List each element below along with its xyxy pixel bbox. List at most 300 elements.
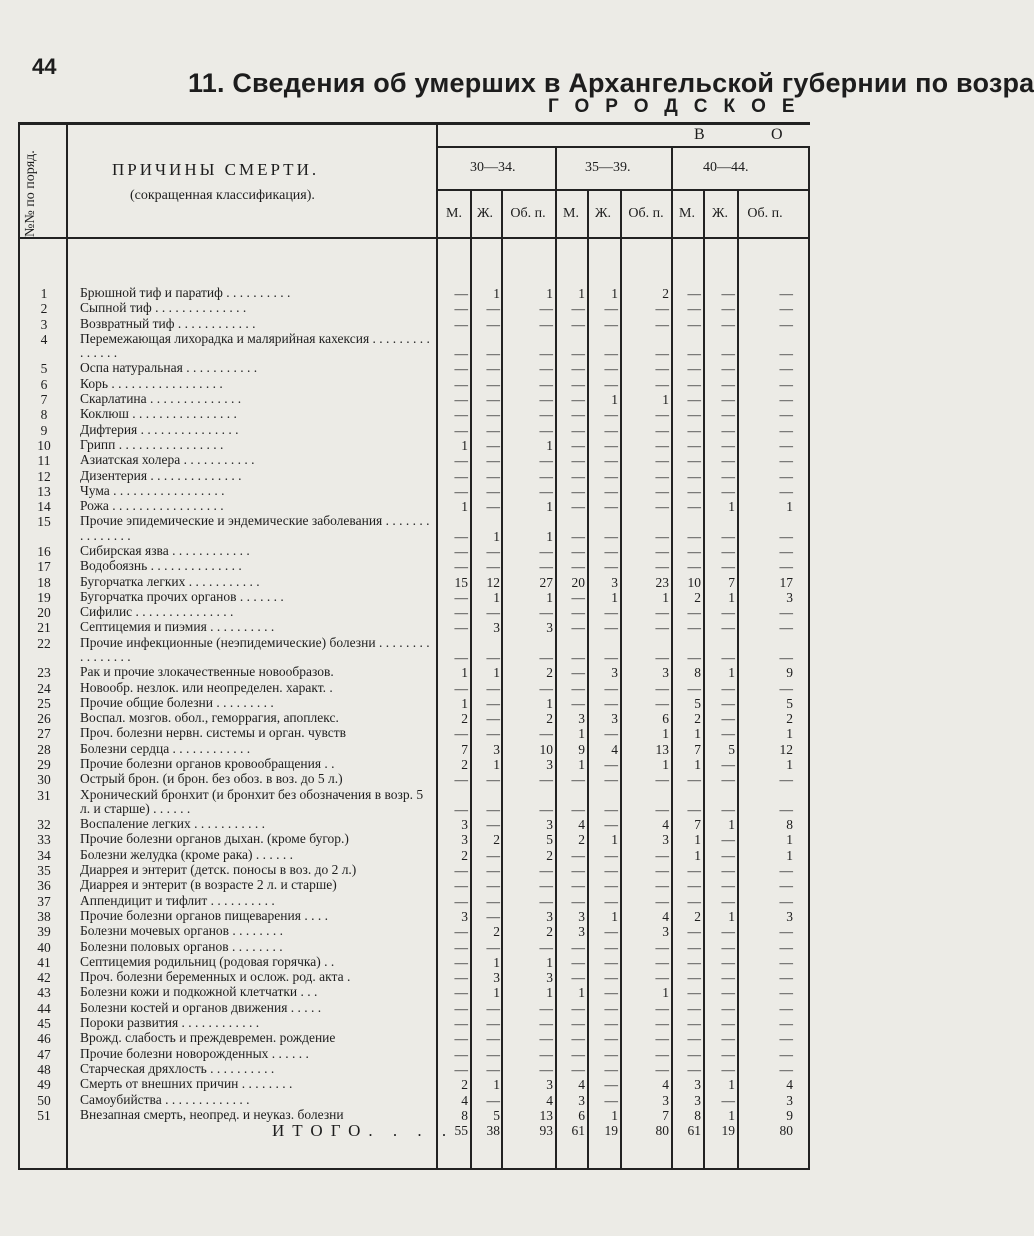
table-cell: —: [539, 301, 553, 317]
table-cell: —: [454, 680, 468, 696]
table-cell: —: [721, 1061, 735, 1077]
table-cell: —: [454, 970, 468, 986]
table-cell: —: [721, 543, 735, 559]
row-cause: Сибирская язва . . . . . . . . . . . .: [80, 542, 250, 558]
table-cell: —: [721, 772, 735, 788]
table-cell: —: [687, 316, 701, 332]
table-cell: —: [486, 680, 500, 696]
header-group-b: В: [694, 126, 705, 143]
table-cell: 1: [546, 286, 553, 301]
row-cause: Острый брон. (и брон. без обоз. в воз. до 5 л.): [80, 771, 343, 787]
table-cell: —: [604, 1046, 618, 1062]
header-sex: М.: [679, 206, 695, 221]
row-cause: Перемежающая лихорадка и малярийная кахексия . . . . . . . . . . . . . . .: [80, 330, 430, 361]
table-cell: 1: [786, 726, 793, 742]
table-cell: —: [571, 772, 585, 788]
table-cell: —: [539, 1016, 553, 1031]
total-cell: 93: [539, 1123, 553, 1138]
table-cell: —: [539, 1031, 553, 1047]
table-cell: 1: [493, 286, 500, 301]
table-cell: 4: [578, 817, 585, 833]
table-cell: —: [721, 468, 735, 484]
table-cell: —: [721, 954, 735, 970]
table-cell: —: [687, 924, 701, 940]
table-cell: 15: [454, 574, 468, 590]
row-number: 44: [37, 1000, 51, 1016]
row-number: 26: [37, 711, 51, 727]
table-cell: 3: [461, 817, 468, 833]
table-cell: —: [454, 1000, 468, 1016]
table-cell: 1: [786, 499, 793, 515]
row-number: 17: [37, 559, 51, 575]
table-cell: —: [604, 863, 618, 878]
table-cell: 1: [694, 757, 701, 772]
row-number: 28: [37, 741, 51, 757]
table-cell: —: [486, 649, 500, 665]
table-cell: —: [454, 924, 468, 940]
row-number: 16: [37, 543, 51, 559]
row-cause: Коклюш . . . . . . . . . . . . . . . .: [80, 406, 237, 422]
row-cause: Возвратный тиф . . . . . . . . . . . .: [80, 315, 256, 331]
table-cell: —: [571, 301, 585, 317]
table-cell: —: [571, 680, 585, 696]
table-cell: 1: [786, 832, 793, 848]
table-cell: 3: [546, 757, 553, 772]
header-sex: Об. п.: [628, 206, 664, 221]
table-cell: 9: [578, 741, 585, 757]
table-cell: —: [454, 878, 468, 894]
table-cell: —: [454, 1031, 468, 1047]
table-cell: —: [655, 1016, 669, 1031]
row-cause: Старческая дряхлость . . . . . . . . . .: [80, 1060, 275, 1076]
table-cell: —: [655, 620, 669, 636]
table-cell: —: [454, 361, 468, 377]
table-cell: —: [655, 346, 669, 362]
rule-age: [436, 189, 810, 191]
table-cell: —: [721, 680, 735, 696]
table-cell: —: [655, 847, 669, 863]
table-cell: 1: [578, 757, 585, 772]
header-group-o: О: [771, 126, 783, 143]
table-cell: —: [539, 726, 553, 742]
table-cell: 1: [493, 665, 500, 681]
table-cell: 2: [578, 832, 585, 848]
table-cell: —: [779, 680, 793, 696]
total-cell: 61: [571, 1123, 585, 1138]
table-cell: 4: [461, 1092, 468, 1108]
table-cell: 1: [662, 589, 669, 605]
row-cause: Прочие болезни органов кровообращения . .: [80, 756, 335, 771]
table-cell: —: [486, 422, 500, 438]
row-cause: Бугорчатка легких . . . . . . . . . . .: [80, 573, 260, 589]
table-cell: 2: [546, 665, 553, 681]
table-cell: 3: [461, 832, 468, 848]
row-number: 51: [37, 1107, 51, 1123]
row-cause: Сыпной тиф . . . . . . . . . . . . . .: [80, 300, 247, 316]
table-cell: —: [571, 863, 585, 878]
table-cell: —: [454, 589, 468, 605]
table-cell: —: [539, 407, 553, 423]
table-cell: —: [779, 801, 793, 817]
table-cell: 3: [578, 924, 585, 940]
table-cell: 1: [662, 392, 669, 407]
table-cell: 3: [546, 817, 553, 833]
row-number: 19: [37, 589, 51, 605]
table-cell: —: [687, 286, 701, 301]
table-cell: —: [721, 346, 735, 362]
table-cell: 6: [578, 1107, 585, 1123]
row-number: 41: [37, 954, 51, 970]
table-cell: —: [454, 954, 468, 970]
table-cell: —: [604, 422, 618, 438]
table-cell: —: [539, 1061, 553, 1077]
table-cell: —: [486, 483, 500, 499]
row-number: 20: [37, 605, 51, 621]
table-cell: 9: [786, 665, 793, 681]
table-cell: —: [571, 970, 585, 986]
table-cell: —: [779, 1046, 793, 1062]
table-cell: —: [721, 422, 735, 438]
table-cell: —: [687, 863, 701, 878]
row-number: 13: [37, 483, 51, 499]
table-cell: —: [721, 453, 735, 469]
table-cell: —: [486, 407, 500, 423]
table-cell: —: [539, 543, 553, 559]
row-cause: Прочие болезни органов пищеварения . . . .: [80, 907, 328, 923]
table-cell: —: [779, 878, 793, 894]
table-cell: 1: [493, 1077, 500, 1093]
row-cause: Чума . . . . . . . . . . . . . . . . .: [80, 482, 225, 498]
rule-group: [436, 146, 810, 148]
table-cell: —: [604, 361, 618, 377]
row-cause: Пороки развития . . . . . . . . . . . .: [80, 1015, 260, 1030]
row-number: 12: [37, 468, 51, 484]
row-number: 9: [40, 422, 48, 438]
table-cell: —: [655, 680, 669, 696]
table-cell: —: [721, 1000, 735, 1016]
table-cell: 3: [578, 711, 585, 727]
row-cause: Азиатская холера . . . . . . . . . . .: [80, 452, 255, 468]
table-cell: 7: [662, 1107, 669, 1123]
row-cause: Диаррея и энтерит (детск. поносы в воз. до 2 л.): [80, 862, 357, 877]
table-cell: —: [655, 453, 669, 469]
table-cell: —: [604, 605, 618, 621]
total-cell: 19: [604, 1123, 618, 1138]
table-cell: —: [687, 939, 701, 955]
table-cell: 3: [611, 665, 618, 681]
table-cell: —: [655, 301, 669, 317]
table-cell: —: [539, 939, 553, 955]
table-cell: —: [539, 1000, 553, 1016]
table-cell: —: [454, 1016, 468, 1031]
row-number: 14: [37, 499, 51, 515]
table-cell: 2: [662, 286, 669, 301]
table-cell: 7: [694, 741, 701, 757]
table-cell: —: [604, 817, 618, 833]
table-cell: —: [721, 939, 735, 955]
table-cell: 1: [611, 392, 618, 407]
table-cell: —: [486, 361, 500, 377]
table-cell: 1: [546, 695, 553, 711]
table-cell: 4: [662, 1077, 669, 1093]
table-cell: —: [655, 649, 669, 665]
table-cell: 1: [786, 847, 793, 863]
table-cell: —: [486, 772, 500, 788]
table-cell: —: [779, 361, 793, 377]
table-cell: —: [655, 878, 669, 894]
table-cell: 1: [662, 726, 669, 742]
table-cell: —: [779, 437, 793, 453]
table-cell: 1: [728, 908, 735, 924]
table-cell: —: [571, 665, 585, 681]
table-cell: —: [454, 543, 468, 559]
row-cause: Прочие болезни органов дыхан. (кроме бугор.): [80, 831, 349, 847]
table-cell: 2: [461, 1077, 468, 1093]
table-cell: —: [604, 726, 618, 742]
table-cell: —: [779, 543, 793, 559]
table-cell: —: [604, 301, 618, 317]
table-cell: —: [571, 483, 585, 499]
table-cell: 8: [461, 1107, 468, 1123]
total-cell: 55: [454, 1123, 468, 1138]
row-number: 50: [37, 1092, 51, 1108]
row-cause: Прочие эпидемические и эндемические заболевания . . . . . . . . . . . . . . .: [80, 513, 430, 543]
total-cell: 80: [655, 1123, 669, 1138]
table-cell: —: [721, 528, 735, 544]
table-cell: —: [687, 392, 701, 407]
table-cell: —: [571, 316, 585, 332]
table-cell: —: [655, 376, 669, 392]
table-cell: —: [486, 893, 500, 909]
table-cell: —: [687, 1016, 701, 1031]
row-cause: Дизентерия . . . . . . . . . . . . . .: [80, 467, 242, 483]
header-causes-title: ПРИЧИНЫ СМЕРТИ.: [112, 160, 320, 179]
row-cause: Смерть от внешних причин . . . . . . . .: [80, 1076, 293, 1092]
table-cell: —: [486, 711, 500, 727]
table-cell: —: [721, 286, 735, 301]
table-cell: —: [454, 453, 468, 469]
table-cell: 3: [546, 1077, 553, 1093]
table-cell: —: [687, 407, 701, 423]
table-cell: —: [486, 817, 500, 833]
table-cell: —: [655, 1031, 669, 1047]
row-cause: Рожа . . . . . . . . . . . . . . . . .: [80, 498, 224, 514]
table-cell: —: [486, 346, 500, 362]
table-cell: 1: [578, 726, 585, 742]
table-cell: —: [655, 422, 669, 438]
table-cell: —: [721, 620, 735, 636]
table-cell: —: [779, 863, 793, 878]
table-cell: —: [539, 346, 553, 362]
table-cell: —: [687, 346, 701, 362]
table-cell: —: [721, 1016, 735, 1031]
table-cell: —: [604, 528, 618, 544]
table-cell: —: [604, 695, 618, 711]
row-number: 47: [37, 1046, 51, 1062]
table-cell: 1: [611, 908, 618, 924]
table-cell: 4: [546, 1092, 553, 1108]
row-cause: Проч. болезни нервн. системы и орган. чувств: [80, 725, 347, 741]
table-cell: —: [486, 1031, 500, 1047]
row-number: 37: [37, 893, 51, 909]
row-number: 11: [37, 453, 51, 469]
table-cell: —: [454, 605, 468, 621]
table-cell: 5: [546, 832, 553, 848]
table-cell: —: [486, 1000, 500, 1016]
row-cause: Корь . . . . . . . . . . . . . . . . .: [80, 375, 223, 391]
table-cell: —: [454, 772, 468, 788]
table-cell: 1: [662, 757, 669, 772]
table-cell: —: [721, 437, 735, 453]
table-cell: —: [571, 361, 585, 377]
table-cell: —: [721, 559, 735, 575]
row-number: 30: [37, 772, 51, 788]
row-number: 15: [37, 514, 51, 530]
table-cell: —: [779, 422, 793, 438]
table-cell: 1: [546, 985, 553, 1001]
table-cell: 23: [655, 574, 669, 590]
table-cell: —: [571, 468, 585, 484]
table-cell: —: [571, 453, 585, 469]
table-cell: —: [604, 1061, 618, 1077]
table-cell: 3: [786, 589, 793, 605]
table-cell: 2: [493, 832, 500, 848]
rule-bottom: [18, 1168, 810, 1170]
header-age-group: 40—44.: [703, 160, 749, 175]
row-cause: Болезни половых органов . . . . . . . .: [80, 938, 283, 954]
table-cell: —: [721, 407, 735, 423]
table-cell: —: [454, 407, 468, 423]
table-cell: —: [779, 483, 793, 499]
table-cell: —: [604, 680, 618, 696]
rule-sex-3: [620, 189, 622, 1168]
table-cell: —: [687, 1000, 701, 1016]
table-cell: —: [454, 985, 468, 1001]
table-cell: —: [539, 1046, 553, 1062]
table-cell: —: [779, 605, 793, 621]
table-cell: 1: [493, 985, 500, 1001]
table-cell: —: [486, 939, 500, 955]
table-cell: —: [604, 499, 618, 515]
table-cell: —: [779, 970, 793, 986]
table-cell: —: [486, 801, 500, 817]
row-cause: Бугорчатка прочих органов . . . . . . .: [80, 588, 284, 604]
table-cell: —: [655, 970, 669, 986]
table-cell: 1: [461, 665, 468, 681]
row-number: 46: [37, 1031, 51, 1047]
table-cell: 1: [662, 985, 669, 1001]
total-label: ИТОГО. . . .: [272, 1121, 455, 1140]
row-cause: Болезни сердца . . . . . . . . . . . .: [80, 740, 251, 756]
table-cell: 1: [461, 437, 468, 453]
row-cause: Грипп . . . . . . . . . . . . . . . .: [80, 436, 224, 452]
row-cause: Рак и прочие злокачественные новообразов.: [80, 664, 334, 680]
table-cell: —: [571, 1016, 585, 1031]
row-cause: Оспа натуральная . . . . . . . . . . .: [80, 360, 258, 376]
table-cell: 20: [571, 574, 585, 590]
table-cell: 7: [728, 574, 735, 590]
row-cause: Болезни костей и органов движения . . . . .: [80, 999, 322, 1015]
table-cell: —: [454, 863, 468, 878]
row-cause: Воспаление легких . . . . . . . . . . .: [80, 816, 266, 832]
row-number: 29: [37, 757, 51, 772]
row-cause: Врожд. слабость и преждевремен. рождение: [80, 1030, 336, 1046]
table-cell: —: [486, 559, 500, 575]
table-cell: 2: [546, 924, 553, 940]
table-cell: 1: [493, 954, 500, 970]
header-sex: М.: [446, 206, 462, 221]
header-sex: Ж.: [711, 206, 729, 221]
table-cell: 3: [611, 574, 618, 590]
table-cell: —: [604, 939, 618, 955]
table-cell: —: [604, 985, 618, 1001]
row-cause: Прочие общие болезни . . . . . . . . .: [80, 694, 274, 710]
row-number: 32: [37, 817, 51, 833]
table-cell: —: [486, 605, 500, 621]
table-cell: —: [539, 392, 553, 407]
table-cell: 13: [539, 1107, 553, 1123]
table-cell: —: [604, 316, 618, 332]
table-cell: —: [655, 893, 669, 909]
row-number: 10: [37, 437, 51, 453]
table-cell: —: [721, 1046, 735, 1062]
table-cell: —: [604, 346, 618, 362]
table-cell: —: [486, 847, 500, 863]
row-cause: Септицемия и пиэмия . . . . . . . . . .: [80, 619, 275, 635]
table-cell: —: [486, 453, 500, 469]
table-cell: —: [539, 422, 553, 438]
table-cell: —: [687, 1061, 701, 1077]
table-cell: —: [655, 407, 669, 423]
table-cell: —: [721, 1031, 735, 1047]
table-cell: —: [454, 1061, 468, 1077]
table-cell: 1: [493, 528, 500, 544]
table-cell: —: [571, 1061, 585, 1077]
table-cell: —: [721, 1092, 735, 1108]
table-cell: —: [721, 649, 735, 665]
table-cell: 1: [728, 499, 735, 515]
rule-right: [808, 146, 810, 1168]
table-cell: 4: [662, 817, 669, 833]
table-cell: —: [571, 801, 585, 817]
table-cell: —: [687, 970, 701, 986]
table-cell: —: [604, 878, 618, 894]
header-sex: Ж.: [476, 206, 494, 221]
table-cell: 3: [662, 665, 669, 681]
table-cell: —: [604, 468, 618, 484]
table-cell: 1: [611, 589, 618, 605]
table-cell: —: [454, 286, 468, 301]
table-cell: 1: [611, 1107, 618, 1123]
table-cell: —: [655, 863, 669, 878]
row-number: 25: [37, 695, 51, 711]
table-cell: —: [721, 483, 735, 499]
table-cell: —: [721, 361, 735, 377]
row-cause: Проч. болезни беременных и ослож. род. акта .: [80, 969, 351, 985]
table-cell: —: [454, 528, 468, 544]
table-cell: —: [571, 1046, 585, 1062]
table-cell: —: [571, 392, 585, 407]
table-cell: —: [655, 528, 669, 544]
table-cell: —: [779, 376, 793, 392]
rule-top: [18, 122, 810, 125]
table-cell: —: [687, 878, 701, 894]
row-number: 49: [37, 1077, 51, 1093]
table-cell: 3: [493, 970, 500, 986]
table-cell: —: [604, 407, 618, 423]
table-cell: 3: [578, 908, 585, 924]
table-cell: —: [655, 559, 669, 575]
